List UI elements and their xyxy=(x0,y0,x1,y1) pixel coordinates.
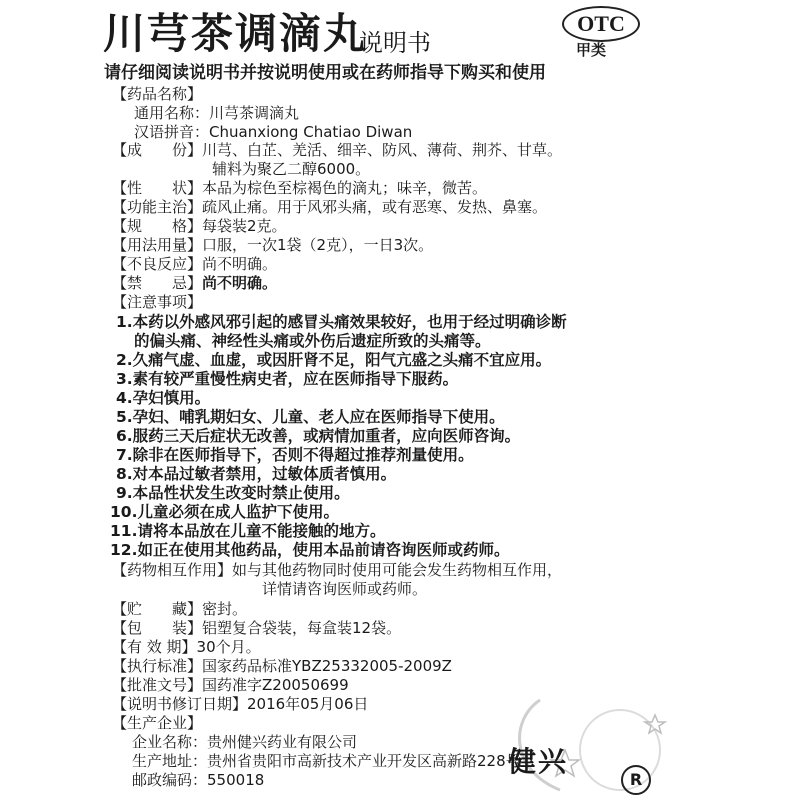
indication-row xyxy=(112,197,547,217)
dosage-value: 口服，一次1袋（2克），一日3次。 xyxy=(202,236,434,254)
usage-notice: 请仔细阅读说明书并按说明使用或在药师指导下购买和使用 xyxy=(104,63,546,83)
package-value: 铝塑复合袋装，每盒装12袋。 xyxy=(202,619,402,637)
storage-value: 密封。 xyxy=(202,600,248,618)
interaction-value-1: 如与其他药物同时使用可能会发生药物相互作用， xyxy=(232,561,563,579)
registered-mark: R xyxy=(621,765,651,795)
adverse-row xyxy=(112,254,277,274)
precaution-item: 3.素有较严重慢性病史者，应在医师指导下服药。 xyxy=(116,370,459,388)
address-value: 贵州省贵阳市高新技术产业开发区高新路228号 xyxy=(207,752,521,770)
specification-value: 每袋装2克。 xyxy=(202,217,287,235)
approval-value: 国药准字Z20050699 xyxy=(202,676,349,694)
pinyin-label: 汉语拼音： xyxy=(134,123,210,141)
precaution-item: 的偏头痛、神经性头痛或外伤后遗症所致的头痛等。 xyxy=(134,332,491,350)
adverse-label: 【不良反应】 xyxy=(112,255,203,273)
address-label: 生产地址： xyxy=(132,752,208,770)
precaution-item: 1.本药以外感风邪引起的感冒头痛效果较好，也用于经过明确诊断 xyxy=(116,313,567,331)
dosage-row xyxy=(112,235,433,255)
zip-row xyxy=(132,770,264,790)
interaction-row xyxy=(112,560,562,580)
contraindication-label: 【禁 忌】 xyxy=(112,274,203,292)
standard-row xyxy=(112,656,452,676)
specification-label: 【规 格】 xyxy=(112,217,203,235)
generic-name-row xyxy=(134,103,299,123)
standard-label: 【执行标准】 xyxy=(112,657,203,675)
indication-value: 疏风止痛。用于风邪头痛，或有恶寒、发热、鼻塞。 xyxy=(202,198,548,216)
precaution-item: 7.除非在医师指导下，否则不得超过推荐剂量使用。 xyxy=(116,446,474,464)
company-name-row xyxy=(132,732,357,752)
precaution-item: 2.久痛气虚、血虚，或因肝肾不足，阳气亢盛之头痛不宜应用。 xyxy=(116,351,552,369)
contraindication-value: 尚不明确。 xyxy=(202,274,278,292)
company-name-label: 企业名称： xyxy=(132,733,208,751)
revision-value: 2016年05月06日 xyxy=(247,695,369,713)
precaution-item: 5.孕妇、哺乳期妇女、儿童、老人应在医师指导下使用。 xyxy=(116,408,505,426)
brand-logo-text: 健兴 xyxy=(508,745,569,778)
composition-value-2: 辅料为聚乙二醇6000。 xyxy=(212,160,371,178)
precaution-item: 11.请将本品放在儿童不能接触的地方。 xyxy=(110,522,386,540)
zip-label: 邮政编码： xyxy=(132,771,208,789)
precaution-item: 4.孕妇慎用。 xyxy=(116,389,211,407)
generic-name-label: 通用名称： xyxy=(134,104,210,122)
generic-name-value: 川芎茶调滴丸 xyxy=(209,104,300,122)
package-row xyxy=(112,618,401,638)
product-title: 川芎茶调滴丸 xyxy=(103,9,368,58)
character-row xyxy=(112,178,487,198)
character-label: 【性 状】 xyxy=(112,179,203,197)
package-label: 【包 装】 xyxy=(112,619,203,637)
approval-label: 【批准文号】 xyxy=(112,676,203,694)
interaction-label: 【药物相互作用】 xyxy=(112,561,233,579)
approval-row xyxy=(112,675,349,695)
indication-label: 【功能主治】 xyxy=(112,198,203,216)
composition-row xyxy=(112,140,562,160)
validity-row xyxy=(112,637,261,657)
dosage-label: 【用法用量】 xyxy=(112,236,203,254)
storage-label: 【贮 藏】 xyxy=(112,600,203,618)
adverse-value: 尚不明确。 xyxy=(202,255,278,273)
character-value: 本品为棕色至棕褐色的滴丸；味辛，微苦。 xyxy=(202,179,488,197)
pinyin-row xyxy=(134,122,412,142)
composition-value-1: 川芎、白芷、羌活、细辛、防风、薄荷、荆芥、甘草。 xyxy=(202,141,563,159)
precaution-item: 10.儿童必须在成人监护下使用。 xyxy=(110,503,339,521)
manufacturer-heading: 【生产企业】 xyxy=(112,714,203,732)
document-type: 说明书 xyxy=(359,29,431,57)
contraindication-row xyxy=(112,273,277,293)
address-row xyxy=(132,751,521,771)
precaution-item: 12.如正在使用其他药品，使用本品前请咨询医师或药师。 xyxy=(110,541,510,559)
composition-label: 【成 份】 xyxy=(112,141,203,159)
precaution-item: 9.本品性状发生改变时禁止使用。 xyxy=(116,484,350,502)
revision-label: 【说明书修订日期】 xyxy=(112,695,248,713)
otc-badge: OTC xyxy=(562,6,640,42)
revision-row xyxy=(112,694,368,714)
drug-name-heading: 【药品名称】 xyxy=(112,85,203,103)
otc-class: 甲类 xyxy=(576,41,607,59)
precaution-item: 6.服药三天后症状无改善，或病情加重者，应向医师咨询。 xyxy=(116,427,521,445)
zip-value: 550018 xyxy=(207,771,265,789)
validity-label: 【有 效 期】 xyxy=(112,638,197,656)
interaction-value-2: 详情请咨询医师或药师。 xyxy=(262,580,428,598)
validity-value: 30个月。 xyxy=(196,638,261,656)
precaution-item: 8.对本品过敏者禁用，过敏体质者慎用。 xyxy=(116,465,397,483)
precautions-heading: 【注意事项】 xyxy=(112,293,203,311)
pinyin-value: Chuanxiong Chatiao Diwan xyxy=(209,123,413,141)
standard-value: 国家药品标准YBZ25332005-2009Z xyxy=(202,657,452,675)
storage-row xyxy=(112,599,247,619)
company-name-value: 贵州健兴药业有限公司 xyxy=(207,733,358,751)
specification-row xyxy=(112,216,287,236)
